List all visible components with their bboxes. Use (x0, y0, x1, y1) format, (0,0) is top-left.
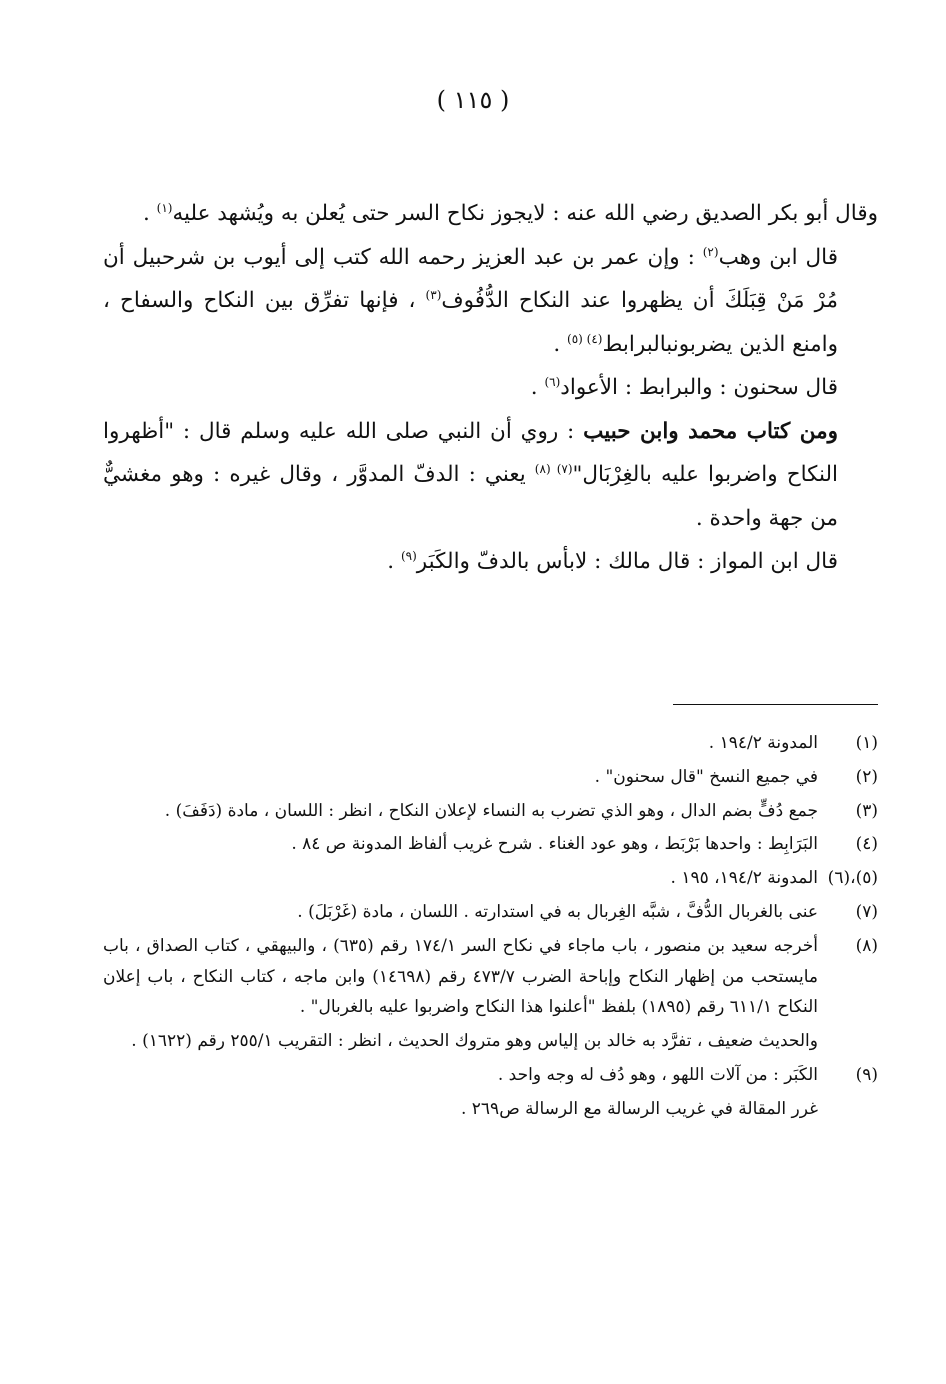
paragraph-ibn-wahb: قال ابن وهب$^{(٢)}$ : وإن عمر بن عبد العزيز رحمه الله كتب إلى أيوب بن شرحبيل أن مُرْ مَنْ قِبَلَكَ أن يظهروا عند النكاح الدُّفُوف$^{(٣)}$ ، فإنها تفرِّق بين النكاح والسفاح ، وامنع الذين يضربونبالبرابط$^{(٤) (٥)}$ . (103, 244, 838, 357)
footnote-number: (٣) (855, 800, 878, 821)
footnote-item (103, 796, 878, 827)
footnote-ref: (٣) (425, 287, 442, 302)
footnote-item (103, 931, 878, 1023)
page-number: ( ١١٥ ) (436, 86, 510, 114)
footnote-number: (٩) (855, 1064, 878, 1085)
footnote-text: أخرجه سعيد بن منصور ، باب ماجاء في نكاح السر ١٧٤/١ رقم (٦٣٥) ، والبيهقي ، كتاب الصداق ، باب مايستحب من إظهار النكاح وإباحة الضرب ٤٧٣/٧ رقم (١٤٦٩٨) وابن ماجه ، كتاب النكاح ، باب إعلان النكاح ٦١١/١ رقم (١٨٩٥) بلفظ "أعلنوا هذا النكاح واضربوا عليه بالغربال" . (103, 935, 819, 1018)
footnote-ref: (٢) (702, 244, 719, 259)
footnote-text: البَرَابِط : واحدها بَرْبَط ، وهو عود الغناء . شرح غريب ألفاظ المدونة ص ٨٤ . (291, 834, 818, 855)
footnote-ref: (٦) (544, 374, 561, 389)
footnote-text: عنى بالغربال الدُّفَّ ، شبَّه الغِربال به في استدارته . اللسان ، مادة (غَرْبَلَ) . (297, 901, 818, 922)
footnote-text: الكَبَر : من آلات اللهو ، وهو دُف له وجه واحد . (497, 1064, 818, 1085)
footnote-number: (٨) (855, 935, 878, 956)
footnote-number: (١) (855, 733, 878, 753)
footnote-ref: (١) (156, 200, 173, 215)
footnote-item (103, 1094, 878, 1125)
main-text (103, 192, 878, 584)
footnote-text: والحديث ضعيف ، تفرَّد به خالد بن إلياس وهو متروك الحديث ، انظر : التقريب ٢٥٥/١ رقم (١٦٢٢) . (131, 1031, 818, 1052)
paragraph-muhammad-ibn-habib: ومن كتاب محمد وابن حبيب : روي أن النبي صلى الله عليه وسلم قال : "أظهروا النكاح واضربوا عليه بالغِرْبَال"$^{(٧) (٨)}$ يعني : الدفّ المدوَّر ، وقال غيره : وهو مغشيٌّ من جهة واحدة . (103, 418, 839, 531)
footnote-item (103, 1026, 878, 1057)
footnote-text: المدونة ١٩٤/٢ . (708, 733, 818, 753)
paragraph-sahnun: قال سحنون : والبرابط : الأعواد$^{(٦)}$ . (530, 374, 838, 400)
footnote-item (103, 1060, 878, 1091)
footnote-number (818, 1094, 878, 1125)
footnote-ref: (٤) (٥) (567, 331, 603, 346)
footnote-item (103, 897, 878, 928)
paragraph-abu-bakr: وقال أبو بكر الصديق رضي الله عنه : لايجوز نكاح السر حتى يُعلن به ويُشهد عليه$^{(١)}$ . (142, 200, 878, 226)
footnote-item (103, 762, 878, 793)
footnotes (103, 728, 878, 1128)
footnote-text: المدونة ١٩٤/٢، ١٩٥ . (670, 868, 818, 889)
footnote-number (818, 1026, 878, 1057)
footnote-item (103, 863, 878, 894)
footnote-number: (٥)،(٦) (827, 868, 878, 889)
footnote-divider (673, 704, 878, 705)
paragraph-ibn-al-mawwaz: قال ابن المواز : قال مالك : لابأس بالدفّ والكَبَر$^{(٩)}$ . (387, 548, 838, 574)
footnote-number: (٢) (855, 766, 878, 787)
footnote-text: جمع دُفٍّ بضم الدال ، وهو الذي تضرب به النساء لإعلان النكاح ، انظر : اللسان ، مادة (دَفَفَ) . (164, 800, 818, 821)
footnote-item (103, 728, 878, 759)
footnote-ref: (٩) (400, 548, 417, 563)
footnote-text: غرر المقالة في غريب الرسالة مع الرسالة ص٢٦٩ . (460, 1098, 818, 1119)
footnote-number: (٤) (855, 834, 878, 855)
footnote-number: (٧) (855, 901, 878, 922)
section-heading: ومن كتاب محمد وابن حبيب (583, 418, 838, 444)
footnote-text: في جميع النسخ "قال سحنون" . (594, 766, 818, 787)
footnote-item (103, 829, 878, 860)
footnote-ref: (٧) (٨) (534, 461, 573, 476)
